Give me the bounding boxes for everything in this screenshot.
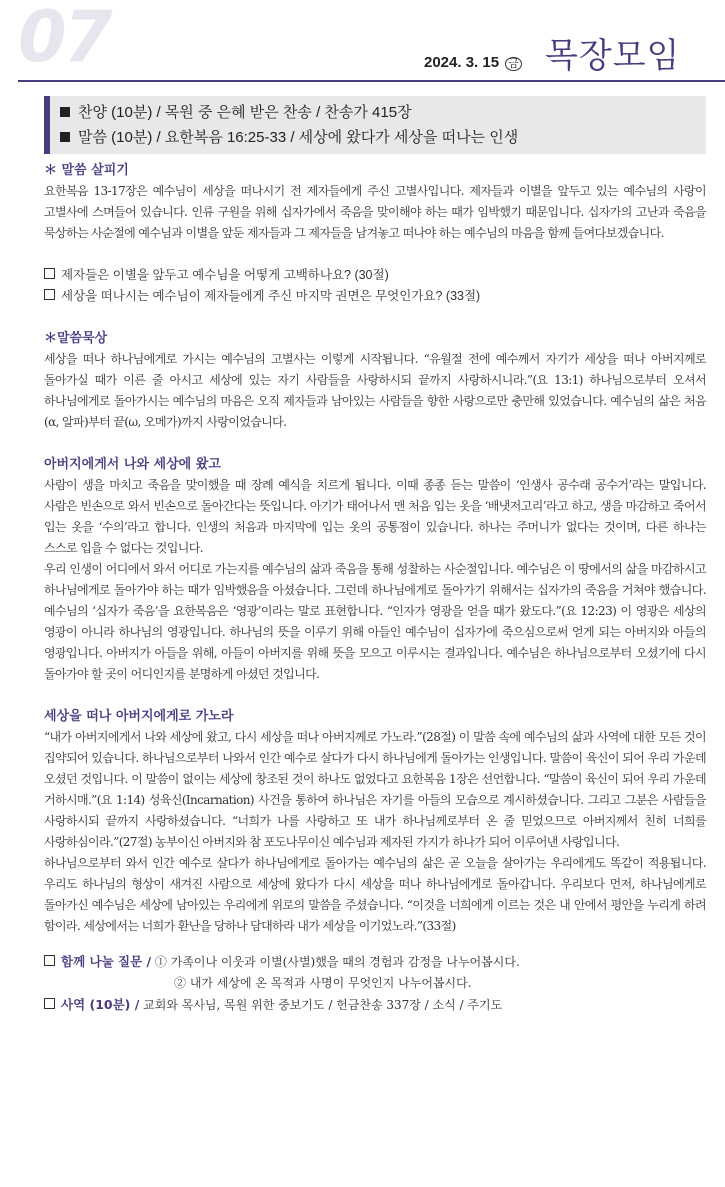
meeting-date: [424, 54, 522, 71]
square-bullet-icon: [60, 132, 70, 142]
main-content: [44, 160, 706, 1016]
checkbox-icon: [44, 268, 55, 279]
go-to-father-paragraph-1: “내가 아버지에게서 나와 세상에 왔고, 다시 세상을 떠나 아버지께로 가노라.”(28절) 이 말씀 속에 예수님의 삶과 사역에 대한 모든 것이 집약되어 있습니다. 하나님으로부터 나와서 인간 예수로 살다가 다시 하나님에게 돌아가는 인생입니다. 말씀이 육신이 되어 우리 가운데 오셨던 것입니다. 이 말씀이 없이는 세상에 창조된 것이 하나도 없었다고 요한복음 1장은 선언합니다. “말씀이 육신이 되어 우리 가운데 거하시매.”(요 1:14) 성육신(Incarnation) 사건을 통하여 하나님은 자기를 아들의 모습으로 계시하셨습니다. 그리고 그분은 사람들을 사랑하시되 끝까지 사랑하셨습니다. “너희가 나를 사랑하고 또 내가 하나님께로부터 온 줄 믿었으므로 아버지께서 친히 너희를 사랑하심이라.”(27절) 농부이신 아버지와 참 포도나무이신 예수님과 제자된 가지가 하나가 되어 이루어낸 사랑입니다.: [44, 730, 706, 849]
sharing-question-2: ② 내가 세상에 온 목적과 사명이 무엇인지 나누어봅시다.: [174, 976, 472, 990]
section-heading-came-from-father: 아버지에게서 나와 세상에 왔고: [44, 457, 221, 472]
question-item: 세상을 떠나시는 예수님이 제자들에게 주신 마지막 권면은 무엇인가요? (33절): [44, 286, 706, 307]
meditation-paragraph: 세상을 떠나 하나님에게로 가시는 예수님의 고별사는 이렇게 시작됩니다. “유월절 전에 예수께서 자기가 세상을 떠나 아버지께로 돌아가실 때가 이른 줄 아시고 세상에 있는 자기 사람들을 사랑하시되 끝까지 사랑하시니라.”(요 13:1) 하나님으로부터 오셔서 하나님에게로 돌아가시는 예수님의 마음은 오직 제자들과 남아있는 사람들을 향한 사랑으로만 충만해 있었습니다. 예수님의 삶은 처음(α, 알파)부터 끝(ω, 오메가)까지 사랑이었습니다.: [44, 352, 706, 429]
observe-paragraph: 요한복음 13-17장은 예수님이 세상을 떠나시기 전 제자들에게 주신 고별사입니다. 제자들과 이별을 앞두고 있는 예수님의 사랑이 고별사에 스며들어 있습니다. 인류 구원을 위해 십자가에서 죽음을 맞이해야 하는 때가 임박했기 때문입니다. 십자가의 고난과 죽음을 묵상하는 사순절에 예수님과 이별을 앞둔 제자들과 그 제자들을 남겨놓고 떠나야 하는 예수님의 마음을 함께 들여다보겠습니다.: [44, 184, 706, 240]
day-badge: 금: [505, 57, 522, 71]
page-title: 목장모임: [545, 36, 681, 76]
ministry-line: [44, 994, 706, 1016]
sharing-label: 함께 나눌 질문 /: [61, 954, 152, 969]
section-heading-meditation: ＊말씀묵상: [44, 331, 108, 346]
date-text: 2024. 3. 15: [424, 54, 500, 71]
ministry-label: 사역 (10분) /: [61, 997, 140, 1012]
came-from-father-paragraph-2: 우리 인생이 어디에서 와서 어디로 가는지를 예수님의 삶과 죽음을 통해 성찰하는 사순절입니다. 예수님은 이 땅에서의 삶을 마감하시고 하나님에게로 돌아가야 하는 때가 임박했음을 아셨습니다. 그런데 하나님에게로 돌아가기 위해서는 십자가의 죽음을 거쳐야 했습니다. 예수님의 ‘십자가 죽음’을 요한복음은 ‘영광’이라는 말로 표현합니다. “인자가 영광을 얻을 때가 왔도다.”(요 12:23) 이 영광은 세상의 영광이 아니라 하나님의 영광입니다. 하나님의 뜻을 이루기 위해 아들인 예수님이 십자가에 죽으심으로써 얻게 되는 아버지와 아들의 영광입니다. 아버지가 아들을 위해, 아들이 아버지를 위해 뜻을 모으고 이루시는 결과입니다. 예수님은 하나님으로부터 오셨기에 다시 돌아가야 할 곳이 어디인지를 분명하게 아셨던 것입니다.: [44, 562, 706, 681]
checkbox-icon: [44, 955, 55, 966]
header-divider: [18, 80, 725, 82]
order-summary-box: [44, 96, 706, 154]
summary-line-word: 말씀 (10분) / 요한복음 16:25-33 / 세상에 왔다가 세상을 떠나는 인생: [60, 125, 706, 150]
section-heading-go-to-father: 세상을 떠나 아버지에게로 가노라: [44, 709, 234, 724]
checkbox-icon: [44, 289, 55, 300]
section-heading-observe: ＊ 말씀 살피기: [44, 163, 129, 178]
summary-line-hymn: 찬양 (10분) / 목원 중 은혜 받은 찬송 / 찬송가 415장: [60, 100, 706, 125]
came-from-father-paragraph-1: 사람이 생을 마치고 죽음을 맞이했을 때 장례 예식을 치르게 됩니다. 이때 종종 듣는 말씀이 ‘인생사 공수래 공수거’라는 말입니다. 사람은 빈손으로 와서 빈손으로 돌아간다는 뜻입니다. 아기가 태어나서 맨 처음 입는 옷을 ‘배냇저고리’라고 하고, 생을 마감하고 죽어서 입는 옷을 ‘수의’라고 합니다. 인생의 처음과 마지막에 입는 옷의 공통점이 있습니다. 하나는 주머니가 없다는 것이며, 다른 하나는 스스로 입을 수 없다는 것입니다.: [44, 478, 706, 555]
sharing-question-1: ① 가족이나 이웃과 이별(사별)했을 때의 경험과 감정을 나누어봅시다.: [154, 955, 520, 969]
page-number: 07: [18, 0, 110, 78]
ministry-text: 교회와 목사님, 목원 위한 중보기도 / 헌금찬송 337장 / 소식 / 주기도: [143, 998, 503, 1012]
go-to-father-paragraph-2: 하나님으로부터 와서 인간 예수로 살다가 하나님에게로 돌아가는 예수님의 삶은 곧 오늘을 살아가는 우리에게도 똑같이 적용됩니다. 우리도 하나님의 형상이 새겨진 사람으로 세상에 왔다가 다시 세상을 떠나 하나님에게로 돌아갑니다. 우리보다 먼저, 하나님에게로 돌아가신 예수님은 세상에 남아있는 우리에게 위로의 말씀을 주셨습니다. “이것을 너희에게 이르는 것은 내 안에서 평안을 누리게 하려 함이라. 세상에서는 너희가 환난을 당하나 담대하라 내가 세상을 이기었노라.”(33절): [44, 856, 706, 933]
sharing-questions: [44, 951, 706, 973]
checkbox-icon: [44, 998, 55, 1009]
question-item: 제자들은 이별을 앞두고 예수님을 어떻게 고백하나요? (30절): [44, 265, 706, 286]
square-bullet-icon: [60, 107, 70, 117]
